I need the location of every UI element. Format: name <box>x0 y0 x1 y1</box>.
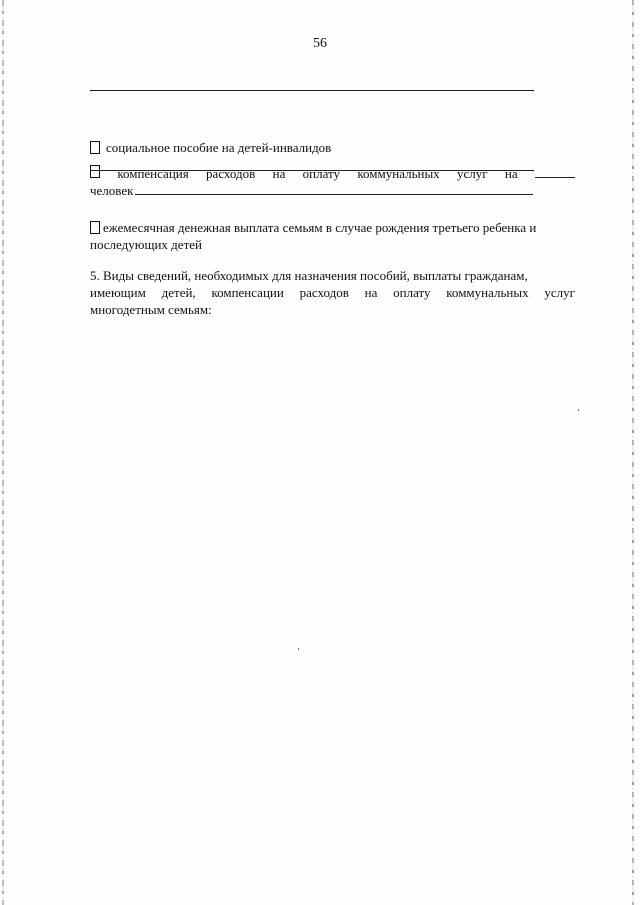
disability-benefit-checkbox[interactable] <box>90 141 100 154</box>
option-utility-compensation <box>90 165 575 183</box>
page-number: 56 <box>313 36 327 51</box>
utility-word-3: на <box>272 166 286 181</box>
section5-word-8: услуг <box>544 285 575 300</box>
utility-word-5: коммунальных <box>357 166 440 181</box>
people-label: человек <box>90 183 134 198</box>
section5-word-2: детей, <box>161 285 196 300</box>
option-disability-benefit <box>90 139 331 157</box>
section-5-heading: 5. Виды сведений, необходимых для назначения пособий, выплаты гражданам, <box>90 268 528 283</box>
utility-word-7: на <box>504 166 518 181</box>
section-5-line1 <box>90 267 528 285</box>
section5-word-5: на <box>364 285 378 300</box>
option-3-line2 <box>90 236 202 254</box>
third-child-payment-line2: последующих детей <box>90 237 202 252</box>
section5-word-7: коммунальных <box>446 285 529 300</box>
section-5-line3 <box>90 301 212 319</box>
people-details-field[interactable] <box>135 182 533 195</box>
section5-word-1: имеющим <box>90 285 146 300</box>
section-5-line2 <box>90 284 575 302</box>
utility-word-2: расходов <box>206 166 256 181</box>
option-third-child-payment <box>90 219 536 237</box>
utility-compensation-checkbox[interactable] <box>90 165 100 178</box>
top-rule <box>90 90 534 91</box>
disability-benefit-label: социальное пособие на детей-инвалидов <box>106 140 332 155</box>
scan-speck <box>578 409 579 411</box>
third-child-payment-line1: ежемесячная денежная выплата семьям в случае рождения третьего ребенка и <box>103 220 537 235</box>
scan-edge-left <box>2 0 4 905</box>
section-5-line3-text: многодетным семьям: <box>90 302 212 317</box>
scan-speck <box>298 648 299 650</box>
option-2-continuation <box>90 182 533 200</box>
section5-word-6: оплату <box>393 285 431 300</box>
utility-word-1: компенсация <box>117 166 189 181</box>
utility-word-6: услуг <box>457 166 488 181</box>
scan-edge-right <box>632 0 634 905</box>
people-count-field[interactable] <box>535 165 575 178</box>
utility-word-4: оплату <box>302 166 341 181</box>
section5-word-4: расходов <box>299 285 349 300</box>
section5-word-3: компенсации <box>211 285 284 300</box>
third-child-payment-checkbox[interactable] <box>90 221 100 234</box>
